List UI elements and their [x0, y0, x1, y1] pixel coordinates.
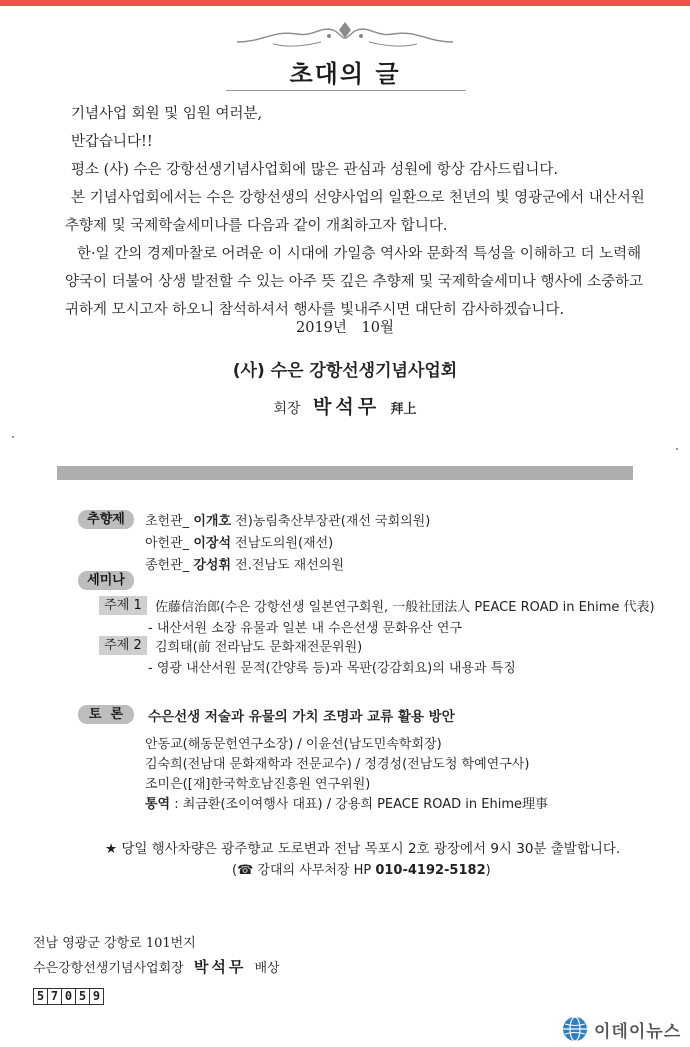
- topic-2-detail: - 영광 내산서원 문적(간양록 등)과 목판(강감회요)의 내용과 특징: [148, 661, 516, 676]
- page-title: 초대의 글: [289, 59, 401, 88]
- zip-digit: 9: [89, 988, 104, 1005]
- signature-line: [0, 392, 690, 419]
- panel-line: 김숙희(전남대 문화재학과 전문교수) / 정경성(전남도청 학예연구사): [145, 757, 530, 772]
- panel-line: 안동교(해동문헌연구소장) / 이윤선(남도민속학회장): [145, 737, 442, 752]
- officiant-desc: 전)농림축산부장관(재선 국회의원): [235, 514, 431, 529]
- letter-line: 본 기념사업회에서는 수은 강항선생의 선양사업의 일환으로 천년의 빛 영광군에서 내산서원: [71, 190, 645, 206]
- footer-sender: [33, 956, 280, 977]
- speck: [12, 436, 14, 438]
- sender-name: 박석무: [193, 958, 247, 976]
- footer-address: 전남 영광군 강항로 101번지: [33, 936, 196, 951]
- zip-digit: 7: [47, 988, 62, 1005]
- zip-digit: 5: [33, 988, 48, 1005]
- zip-code-boxes: [33, 988, 103, 1005]
- topic-1-speaker: 佐藤信治郎(수은 강항선생 일본연구회원, 一般社団法人 PEACE ROAD in Ehime 代表): [155, 600, 655, 615]
- officiant-name: 이장석: [193, 536, 232, 551]
- letter-line: 기념사업 회원 및 임원 여러분,: [71, 106, 263, 122]
- officiant-role: 종헌관_: [145, 558, 190, 573]
- brand-watermark: [562, 1016, 690, 1042]
- officiant-role: 초헌관_: [145, 514, 190, 529]
- officiant-desc: 전남도의원(재선): [235, 536, 334, 551]
- invitation-letter: [65, 100, 645, 324]
- tag-chuhyangje: 추향제: [78, 510, 134, 529]
- tag-seminar: 세미나: [78, 571, 134, 590]
- letter-line: 반갑습니다!!: [71, 134, 153, 150]
- letter-line: 한·일 간의 경제마찰로 어려운 이 시대에 가일층 역사와 문화적 특성을 이해하고 더 노력해: [77, 246, 642, 262]
- interpreter-line: [145, 793, 548, 812]
- globe-logo-icon: [562, 1016, 588, 1042]
- sender-prefix: 수은강항선생기념사업회장: [33, 961, 184, 976]
- letter-date: 2019년 10월: [296, 320, 394, 336]
- topic-2-label: 주제 2: [99, 636, 147, 655]
- organization-name: (사) 수은 강항선생기념사업회: [232, 361, 458, 381]
- letter-line: 양국이 더불어 상생 발전할 수 있는 아주 뜻 깊은 추향제 및 국제학술세미나 행사에 소중하고: [65, 274, 644, 290]
- officiant-row: [145, 532, 333, 551]
- officiant-name: 이개호: [193, 514, 232, 529]
- officiant-name: 강성휘: [193, 558, 232, 573]
- letter-line: 추향제 및 국제학술세미나를 다음과 같이 개최하고자 합니다.: [65, 218, 448, 234]
- contact-line: [232, 859, 491, 878]
- officiant-desc: 전.전남도 재선의원: [235, 558, 344, 573]
- interp-text: : 최금환(조이여행사 대표) / 강용희 PEACE ROAD in Ehime理事: [170, 797, 548, 812]
- officiant-row: [145, 510, 430, 529]
- sign-name: 박석무: [312, 396, 381, 418]
- zip-digit: 5: [75, 988, 90, 1005]
- sign-prefix: 회장: [273, 401, 301, 417]
- brand-name: 이데이뉴스: [594, 1021, 682, 1042]
- speck: [676, 448, 678, 450]
- top-accent-bar: [0, 0, 690, 6]
- panel-line: 조미은([재]한국학호남진흥원 연구위원): [145, 777, 371, 792]
- contact-prefix: (☎ 강대의 사무처장 HP: [232, 863, 376, 878]
- interp-label: 통역: [145, 797, 171, 812]
- topic-1-detail: - 내산서원 소장 유물과 일본 내 수은선생 문화유산 연구: [148, 621, 463, 636]
- sender-suffix: 배상: [254, 961, 280, 976]
- tag-discussion: 토 론: [78, 705, 134, 724]
- sign-suffix: 拜上: [390, 402, 417, 417]
- bus-notice: ★ 당일 행사차량은 광주향교 도로변과 전남 목포시 2호 광장에서 9시 30분 출발합니다.: [105, 841, 621, 857]
- contact-phone: 010-4192-5182: [375, 863, 486, 878]
- officiant-role: 아헌관_: [145, 536, 190, 551]
- title-underline: [226, 90, 466, 91]
- letter-line: 평소 (사) 수은 강항선생기념사업회에 많은 관심과 성원에 항상 감사드립니다.: [71, 162, 559, 178]
- zip-digit: 0: [61, 988, 76, 1005]
- discussion-topic: 수은선생 저술과 유물의 가치 조명과 교류 활용 방안: [148, 709, 455, 725]
- ornament-divider-icon: [233, 20, 457, 50]
- section-divider-bar: [57, 466, 633, 480]
- contact-suffix: ): [485, 863, 491, 878]
- letter-line: 귀하게 모시고자 하오니 참석하셔서 행사를 빛내주시면 대단히 감사하겠습니다.: [65, 302, 565, 318]
- topic-2-speaker: 김희태(前 전라남도 문화재전문위원): [155, 640, 363, 655]
- topic-1-label: 주제 1: [99, 596, 147, 615]
- officiant-row: [145, 554, 344, 573]
